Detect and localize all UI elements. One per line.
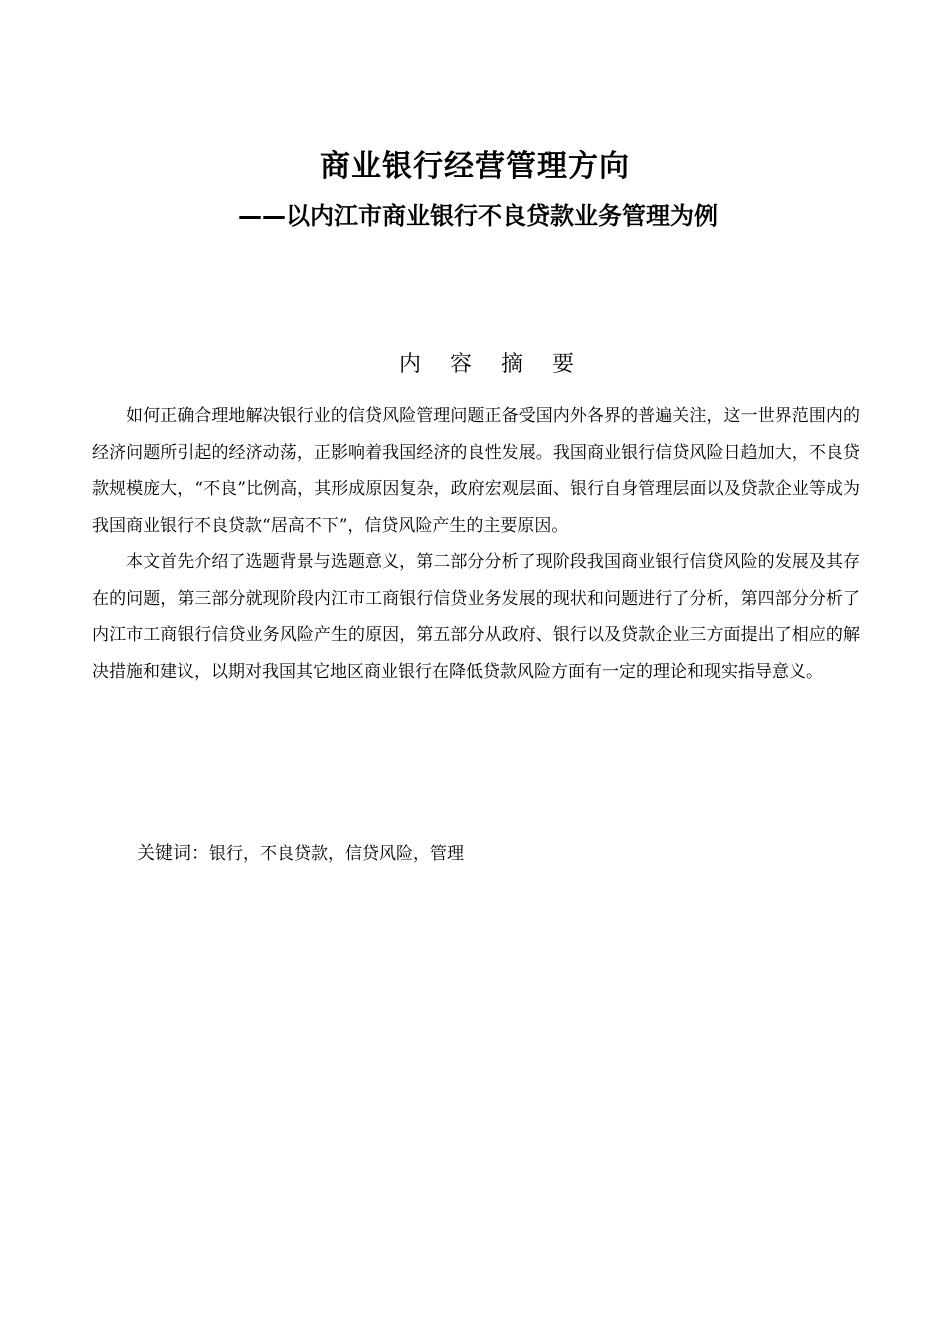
keywords-label: 关键词：: [137, 843, 209, 864]
abstract-paragraph: 本文首先介绍了选题背景与选题意义，第二部分分析了现阶段我国商业银行信贷风险的发展及其存在的问题，第三部分就现阶段内江市工商银行信贷业务发展的现状和问题进行了分析，第四部分分析了内江市工商银行信贷业务风险产生的原因，第五部分从政府、银行以及贷款企业三方面提出了相应的解决措施和建议，以期对我国其它地区商业银行在降低贷款风险方面有一定的理论和现实指导意义。: [92, 552, 860, 682]
abstract-paragraph: 如何正确合理地解决银行业的信贷风险管理问题正备受国内外各界的普遍关注，这一世界范围内的经济问题所引起的经济动荡，正影响着我国经济的良性发展。我国商业银行信贷风险日趋加大，不良贷款规模庞大，“不良”比例高，其形成原因复杂，政府宏观层面、银行自身管理层面以及贷款企业等成为我国商业银行不良贷款“居高不下”，信贷风险产生的主要原因。: [92, 406, 860, 536]
keywords-value: 银行，不良贷款，信贷风险，管理: [209, 844, 464, 864]
document-subtitle: ——以内江市商业银行不良贷款业务管理为例: [238, 202, 718, 230]
document-title: 商业银行经营管理方向: [320, 149, 630, 184]
abstract-heading: 内容摘要: [398, 352, 603, 377]
keywords-line: [137, 840, 464, 868]
abstract-body: [92, 398, 860, 690]
